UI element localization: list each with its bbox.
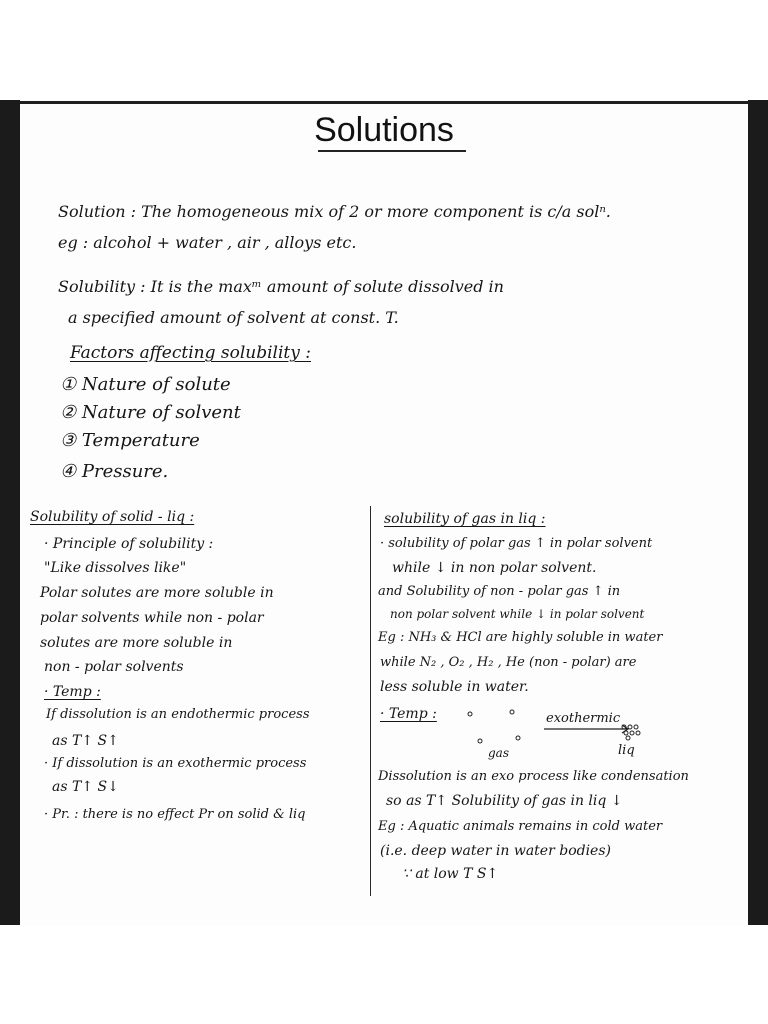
factor-item: ② Nature of solvent — [60, 402, 241, 423]
right-line: Dissolution is an exo process like condensation — [378, 769, 689, 784]
liquid-molecules-icon — [618, 722, 648, 742]
left-line: "Like dissolves like" — [44, 560, 187, 576]
factor-item: ③ Temperature — [60, 430, 200, 451]
title-underline — [318, 150, 466, 152]
right-line: Eg : Aquatic animals remains in cold water — [378, 819, 663, 834]
right-line: while N₂ , O₂ , H₂ , He (non - polar) are — [380, 655, 637, 670]
gas-label: gas — [488, 746, 509, 760]
left-line: as T↑ S↑ — [52, 733, 119, 749]
right-temp-heading: · Temp : — [380, 706, 437, 722]
gas-liq-heading: solubility of gas in liq : — [384, 511, 546, 527]
left-line: · Pr. : there is no effect Pr on solid & liq — [44, 807, 306, 822]
solubility-definition-line2: a specified amount of solvent at const. T. — [68, 308, 399, 327]
left-line: solutes are more soluble in — [40, 635, 233, 651]
factor-item: ① Nature of solute — [60, 374, 231, 395]
solution-example: eg : alcohol + water , air , alloys etc. — [58, 233, 357, 252]
left-temp-heading: · Temp : — [44, 684, 101, 700]
left-line: · Principle of solubility : — [44, 536, 214, 552]
right-line: while ↓ in non polar solvent. — [392, 560, 597, 576]
right-line: non polar solvent while ↓ in polar solvent — [390, 607, 645, 621]
right-line: so as T↑ Solubility of gas in liq ↓ — [386, 793, 623, 809]
right-line: ∵ at low T S↑ — [402, 866, 499, 882]
solubility-definition-line1: Solubility : It is the maxᵐ amount of solute dissolved in — [58, 277, 504, 296]
left-line: If dissolution is an endothermic process — [46, 707, 310, 722]
solution-definition: Solution : The homogeneous mix of 2 or more component is c/a solⁿ. — [58, 202, 611, 221]
left-line: Polar solutes are more soluble in — [40, 585, 274, 601]
exothermic-label: exothermic — [546, 711, 621, 726]
left-line: as T↑ S↓ — [52, 779, 119, 795]
page-title: Solutions — [314, 111, 454, 149]
page-top-edge — [20, 101, 748, 104]
left-line: non - polar solvents — [44, 659, 184, 675]
right-line: · solubility of polar gas ↑ in polar solvent — [380, 536, 653, 551]
left-line: · If dissolution is an exothermic process — [44, 756, 307, 771]
column-divider — [370, 506, 371, 896]
factor-item: ④ Pressure. — [60, 461, 169, 482]
right-line: (i.e. deep water in water bodies) — [380, 843, 611, 859]
right-line: and Solubility of non - polar gas ↑ in — [378, 584, 621, 599]
left-line: polar solvents while non - polar — [40, 610, 264, 626]
solid-liq-heading: Solubility of solid - liq : — [30, 509, 195, 525]
right-line: Eg : NH₃ & HCl are highly soluble in water — [378, 630, 663, 645]
liq-label: liq — [618, 743, 635, 758]
right-line: less soluble in water. — [380, 679, 529, 695]
factors-heading: Factors affecting solubility : — [70, 343, 311, 363]
